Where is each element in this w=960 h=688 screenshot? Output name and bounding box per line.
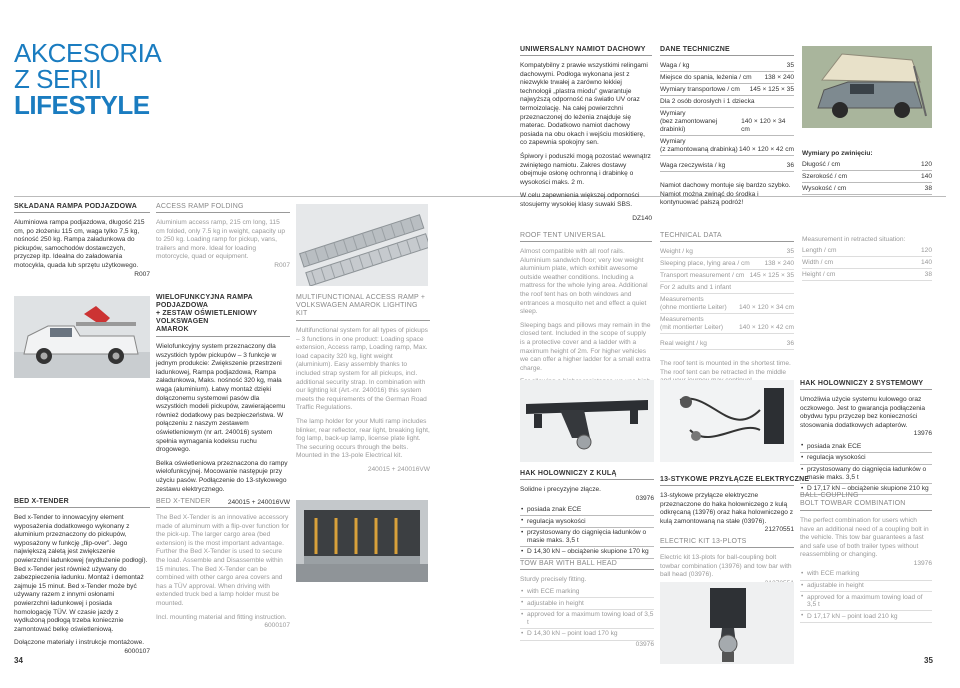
elec-en-block [660,538,794,587]
tent-pl-header: UNIWERSALNY NAMIOT DACHOWY [520,46,652,56]
multiramp-en-header: MULTIFUNCTIONAL ACCESS RAMP + VOLKSWAGEN AMAROK LIGHTING KIT [296,294,430,321]
hitch-sys-pl-text: Umożliwia użycie systemu kulowego oraz oczkowego. Jest to gwarancja podłączenia obydwu typu przyczep bez konieczności stosowania dodatkowych adapterów. [800,396,925,429]
xtender-pl-text: Bed x-Tender to innowacyjny element wyposażenia dodatkowego wykonany z aluminium przeznaczony do pickupów, wyposażony w funkcję „flip-over”. Jego największą zaletą jest zwiększenie powierzchni ładunkowej (wydłużenie podłogi). Bed x-Tender jest również używany do zabezpieczenia ładunku. Montaż i demontaż zajmuje 15 minut. Bed x-Tender może być używany razem z innymi osłonami powierzchni ładunkowej i posiada homologację TÜV. W czasie jazdy z wydłużoną podłogą trzeba koniecznie zamontować belkę oświetleniową. Dołączone materiały i instrukcje montażowe. [14,514,148,647]
title-line-1: AKCESORIA [14,38,162,68]
ball-pl-bullets: • posiada znak ECE • regulacja wysokości • przystosowany do ciągnięcia ładunków o masie maks. 3,5 t • D 14,30 kN – obciążenie skupione 170 kg [520,505,654,559]
ball-en-block [520,560,654,648]
tech-en-header: TECHNICAL DATA [660,232,794,242]
elec-pl-text: 13-stykowe przyłącze elektryczne przeznaczone do haka holowniczego z kulą odkręcaną (13976) oraz haka holowniczego z kulą zamontowaną na stałe (03976). [660,492,794,525]
tent-pl-code: DZ140 [632,214,652,222]
ramp-pl-header: SKŁADANA RAMPA PODJAZDOWA [14,203,150,213]
towbar-photo [520,380,654,462]
retracted-en-block: Measurement in retracted situation: Length / cm 120 Width / cm 140 Height / cm 38 [802,236,932,281]
xtender-en-code: 6000107 [264,622,290,630]
retracted-pl-block: Wymiary po zwinięciu: Długość / cm 120 Szerokość / cm 140 Wysokość / cm 38 [802,150,932,195]
tent-en-text: Almost compatible with all roof rails. Aluminium sandwich floor; very low weight aluminium plate, which exhibit awesome outside weather conditions. Including a mattress for the whole lying area. Additional the roof tent has on both windows and entrances a mosquito net and effect a quiet sleep. Sleeping bags and pillows may remain in the closed tent. Included in the scope of supply is a protective cover and a ladder with a maximum height of 2m. For higher vehicles we can offer a higher ladder for a small extra charge. [520,248,651,372]
ball-pl-text: Solidne i precyzyjne złącze. [520,486,601,493]
hitch-sys-en-block [800,492,932,623]
hitch-sys-en-code: 13976 [913,559,932,567]
tech-pl-note: Namiot dachowy montuje się bardzo szybko. Namiot można zwinąć do środka i kontynuować palszą podróż! [660,182,791,207]
ramp-pl-text: Aluminiowa rampa podjazdowa, długość 215 cm, po złożeniu 115 cm, waga tylko 7,5 kg, nośność 250 kg. Rampa załadunkowa do pickupów, samochodów dostawczych, przyczep itp. Idealna do załadowania motocykla, quada lub sprzętu użytkowego. [14,219,145,269]
ramp-en-header: ACCESS RAMP FOLDING [156,203,290,213]
ball-en-code: 03976 [635,640,654,648]
page-number-right: 35 [924,656,933,665]
electric-kit-photo [660,380,794,462]
tech-en-block [660,232,794,386]
title-line-2: Z SERII [14,64,102,94]
pickup-multiramp-photo [14,296,150,378]
multiramp-pl-text: Wielofunkcyjny system przeznaczony dla wszystkich typów pickupów – 3 funkcje w jednym produkcie: Zwiększenie przestrzeni ładunkowej, Rampa podjazdowa, Rampa załadunkowa, Maks. nośność 320 kg, mała waga (aluminium). Łatwy montaż dzięki dołączonemu systemowi pasów dla wszystkich modeli pickupów, zawierającemu również dodatkowy pas bezpieczeństwa. W połączeniu z naszym zestawem oświetleniowym (nr art. 240016) system spełnia wymagania kodeksu ruchu drogowego. Belka oświetleniowa przeznaczona do rampy wielofunkcyjnej. Mocowanie następuje przy użyciu pasów. Podłączenie do 13-stykowego zestawu elektrycznego. [156,343,288,493]
retracted-pl-title: Wymiary po zwinięciu: [802,150,873,157]
hitch-sys-en-bullets: • with ECE marking • adjustable in height • approved for a maximum towing load of 3,5 t • D 17,17 kN – point load 210 kg [800,569,932,623]
section-divider [14,196,946,197]
ball-pl-code: 03976 [635,494,654,502]
hitch-sys-pl-block [800,380,932,495]
multiramp-pl-block [156,294,290,506]
hitch-sys-pl-bullets: • posiada znak ECE • regulacja wysokości • przystosowany do ciągnięcia ładunków o masie maks. 3,5 t • D 17,17 kN – obciążenie skupione 210 kg [800,441,932,495]
hitch-sys-pl-code: 13976 [913,430,932,438]
xtender-pl-header: BED X-TENDER [14,498,150,508]
tech-pl-header: DANE TECHNICZNE [660,46,794,56]
xtender-photo [296,500,428,582]
elec-en-text: Electric kit 13-plots for ball-coupling bolt towbar combination (13976) and tow bar with ball head (03976). [660,554,792,579]
elec-pl-block [660,476,810,534]
ball-en-text: Sturdy precisely fitting. [520,576,587,583]
multiramp-en-text: Multifunctional system for all types of pickups – 3 functions in one product: Loading space extension, Access ramp, Loading ramp, Max. load capacity 320 kg, light weight (aluminium). Easy assembly thanks to included strap system for all pickups, incl. additional security strap. In combination with our lighting kit (Art.-nr. 240016) this system meets the requirements of the German Road Traffic Regulations. The lamp holder for your Multi ramp includes blinker, rear reflector, rear light, breaking light, fog lamp, back-up lamp, license plate light. The securing occurs through the belts. Mounted in the 13-pole Electrical kit. [296,327,430,460]
ball-pl-header: HAK HOLOWNICZY Z KULĄ [520,470,654,480]
page-number-left: 34 [14,656,23,665]
multiramp-en-code: 240015 + 240016VW [367,465,430,473]
hitch-sys-en-text: The perfect combination for users which have an additional need of a coupling bolt in the vehicle. This tow bar guarantees a fast and safe use of both trailer types without reassembling or changing. [800,517,929,559]
ramp-en-text: Aluminium access ramp, 215 cm long, 115 cm folded, only 7.5 kg in weight, capacity up to 250 kg. Loading ramp for pickup, vans, trailers and more. Ideal for loading motorcycle, quad or equipment. [156,219,286,261]
tent-pl-text: Kompatybilny z prawie wszystkimi relingami dachowymi. Podłoga wykonana jest z niezwykle trwałej a zarówno lekkiej technologii „plastra miodu” gwarantuje najwyższą odporność na światło UV oraz termoizolację. Na całej powierzchni przeznaczonej do leżenia znajduje się materac. Dodatkowo namiot dachowy posiada na obu okach i wejściu moskitierę, co zapewnia spokojny sen. Śpiwory i poduszki mogą pozostać wewnątrz zwiniętego namiotu. Zakres dostawy obejmuje osłonę ochronną i drabinkę o wysokości maks. 2 m. W celu zapewnienia większej odporności stosujemy wysokiej klasy suwaki SBS. [520,62,651,208]
hitch-sys-pl-header: HAK HOLOWNICZY 2 SYSTEMOWY [800,380,932,390]
multiramp-pl-code: 240015 + 240016VW [227,499,290,507]
xtender-pl-block [14,498,150,655]
xtender-en-text: The Bed X-Tender is an innovative accessory made of aluminum with a flip-over function for the pick-up. The larger cargo area (bed extension) is the most important advantage. Further the Bed X-Tender is used to secure the load. Assemble and Disassemble within 15 minutes. The Bed X-Tender can be combined with other cargo area covers and has a TÜV approval. When driving with extended truck bed a lamp holder must be mounted. Incl. mounting material and fitting instruction. [156,514,290,621]
ramp-en-block [156,203,290,269]
ramp-pl-block [14,203,150,278]
xtender-pl-code: 6000107 [124,647,150,655]
xtender-en-block [156,498,290,629]
elec-en-header: ELECTRIC KIT 13-PLOTS [660,538,794,548]
ball-en-bullets: • with ECE marking • adjustable in height • approved for a maximum towing load of 3,5 t • D 14,30 kN – point load 170 kg [520,587,654,641]
tent-en-header: ROOF TENT UNIVERSAL [520,232,652,242]
page-title [14,40,174,118]
tech-en-rows: Weight / kg 35 Sleeping place, lying area / cm 138 × 240 Transport measurement / cm 145 × 125 × 35 For 2 adults and 1 infant Measurements (ohne montierte Leiter) 140 × 120 × 34 cm Measurements (mit montierter Leiter) 140 × 120 × 42 cm Real weight / kg 36 [660,246,794,350]
ball-pl-block [520,470,654,559]
tent-pl-block [520,46,652,222]
elec-pl-code: 21270551 [764,526,794,534]
tech-pl-rows: Waga / kg 35 Miejsce do spania, leżenia / cm 138 × 240 Wymiary transportowe / cm 145 × 125 × 35 Dla 2 osób dorosłych i 1 dziecka Wymiary (bez zamontowanej drabinki) 140 × 120 × 34 cm Wymiary (z zamontowaną drabinką) 140 × 120 × 42 cm Waga rzeczywista / kg 36 [660,60,794,172]
multiramp-en-block [296,294,430,473]
title-line-3: LIFESTYLE [14,90,150,120]
hitch-sys-en-header: BALL-COUPLING BOLT TOWBAR COMBINATION [800,492,932,511]
ramp-pl-code: R007 [134,270,150,278]
retracted-en-title: Measurement in retracted situation: [802,236,906,243]
ball-en-header: TOW BAR WITH BALL HEAD [520,560,654,570]
tech-pl-block [660,46,794,208]
multiramp-pl-header: WIELOFUNKCYJNA RAMPA PODJAZDOWA + ZESTAW OŚWIETLENIOWY VOLKSWAGEN AMAROK [156,294,290,337]
elec-pl-header: 13-STYKOWE PRZYŁĄCZE ELEKTRYCZNE [660,476,794,486]
ramp-photo [296,204,428,286]
tent-photo [802,46,932,128]
xtender-en-header: BED X-TENDER [156,498,290,508]
hitch-system-photo [660,582,794,664]
tech-en-note: The roof tent is mounted in the shortest time. The roof tent can be retracted in the middle [660,360,791,376]
ramp-en-code: R007 [274,261,290,269]
